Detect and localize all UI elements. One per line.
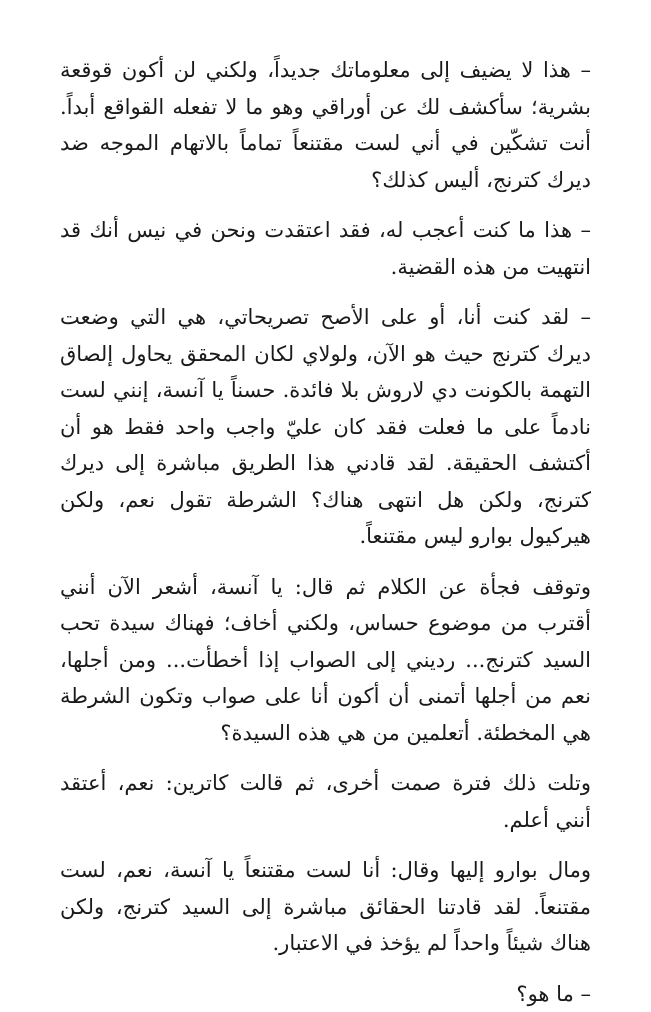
paragraph-2: – هذا ما كنت أعجب له، فقد اعتقدت ونحن في نيس أنك قد انتهيت من هذه القضية.: [60, 212, 591, 285]
paragraph-7: – ما هو؟: [60, 976, 591, 1012]
paragraph-1: – هذا لا يضيف إلى معلوماتك جديداً، ولكني لن أكون قوقعة بشرية؛ سأكشف لك عن أوراقي وهو ما لا تفعله القواقع أبداً. أنت تشكّين في أني لست مقتنعاً تماماً بالاتهام الموجه ضد ديرك كترنج، أليس كذلك؟: [60, 52, 591, 198]
paragraph-4: وتوقف فجأة عن الكلام ثم قال: يا آنسة، أشعر الآن أنني أقترب من موضوع حساس، ولكني أخاف؛ فهناك سيدة تحب السيد كترنج... رديني إلى الصواب إذا أخطأت... ومن أجلها، نعم من أجلها أتمنى أن أكون أنا على صواب وتكون الشرطة هي المخطئة. أتعلمين من هي هذه السيدة؟: [60, 569, 591, 752]
paragraph-6: ومال بوارو إليها وقال: أنا لست مقتنعاً يا آنسة، نعم، لست مقتنعاً. لقد قادتنا الحقائق مباشرة إلى السيد كترنج، ولكن هناك شيئاً واحداً لم يؤخذ في الاعتبار.: [60, 852, 591, 962]
paragraph-3: – لقد كنت أنا، أو على الأصح تصريحاتي، هي التي وضعت ديرك كترنج حيث هو الآن، ولولاي لكان المحقق يحاول إلصاق التهمة بالكونت دي لاروش بلا فائدة. حسناً يا آنسة، إنني لست نادماً على ما فعلت فقد كان عليّ واجب واحد فقط هو أن أكتشف الحقيقة. لقد قادني هذا الطريق مباشرة إلى ديرك كترنج، ولكن هل انتهى هناك؟ الشرطة تقول نعم، ولكن هيركيول بوارو ليس مقتنعاً.: [60, 299, 591, 555]
paragraph-5: وتلت ذلك فترة صمت أخرى، ثم قالت كاترين: نعم، أعتقد أنني أعلم.: [60, 765, 591, 838]
